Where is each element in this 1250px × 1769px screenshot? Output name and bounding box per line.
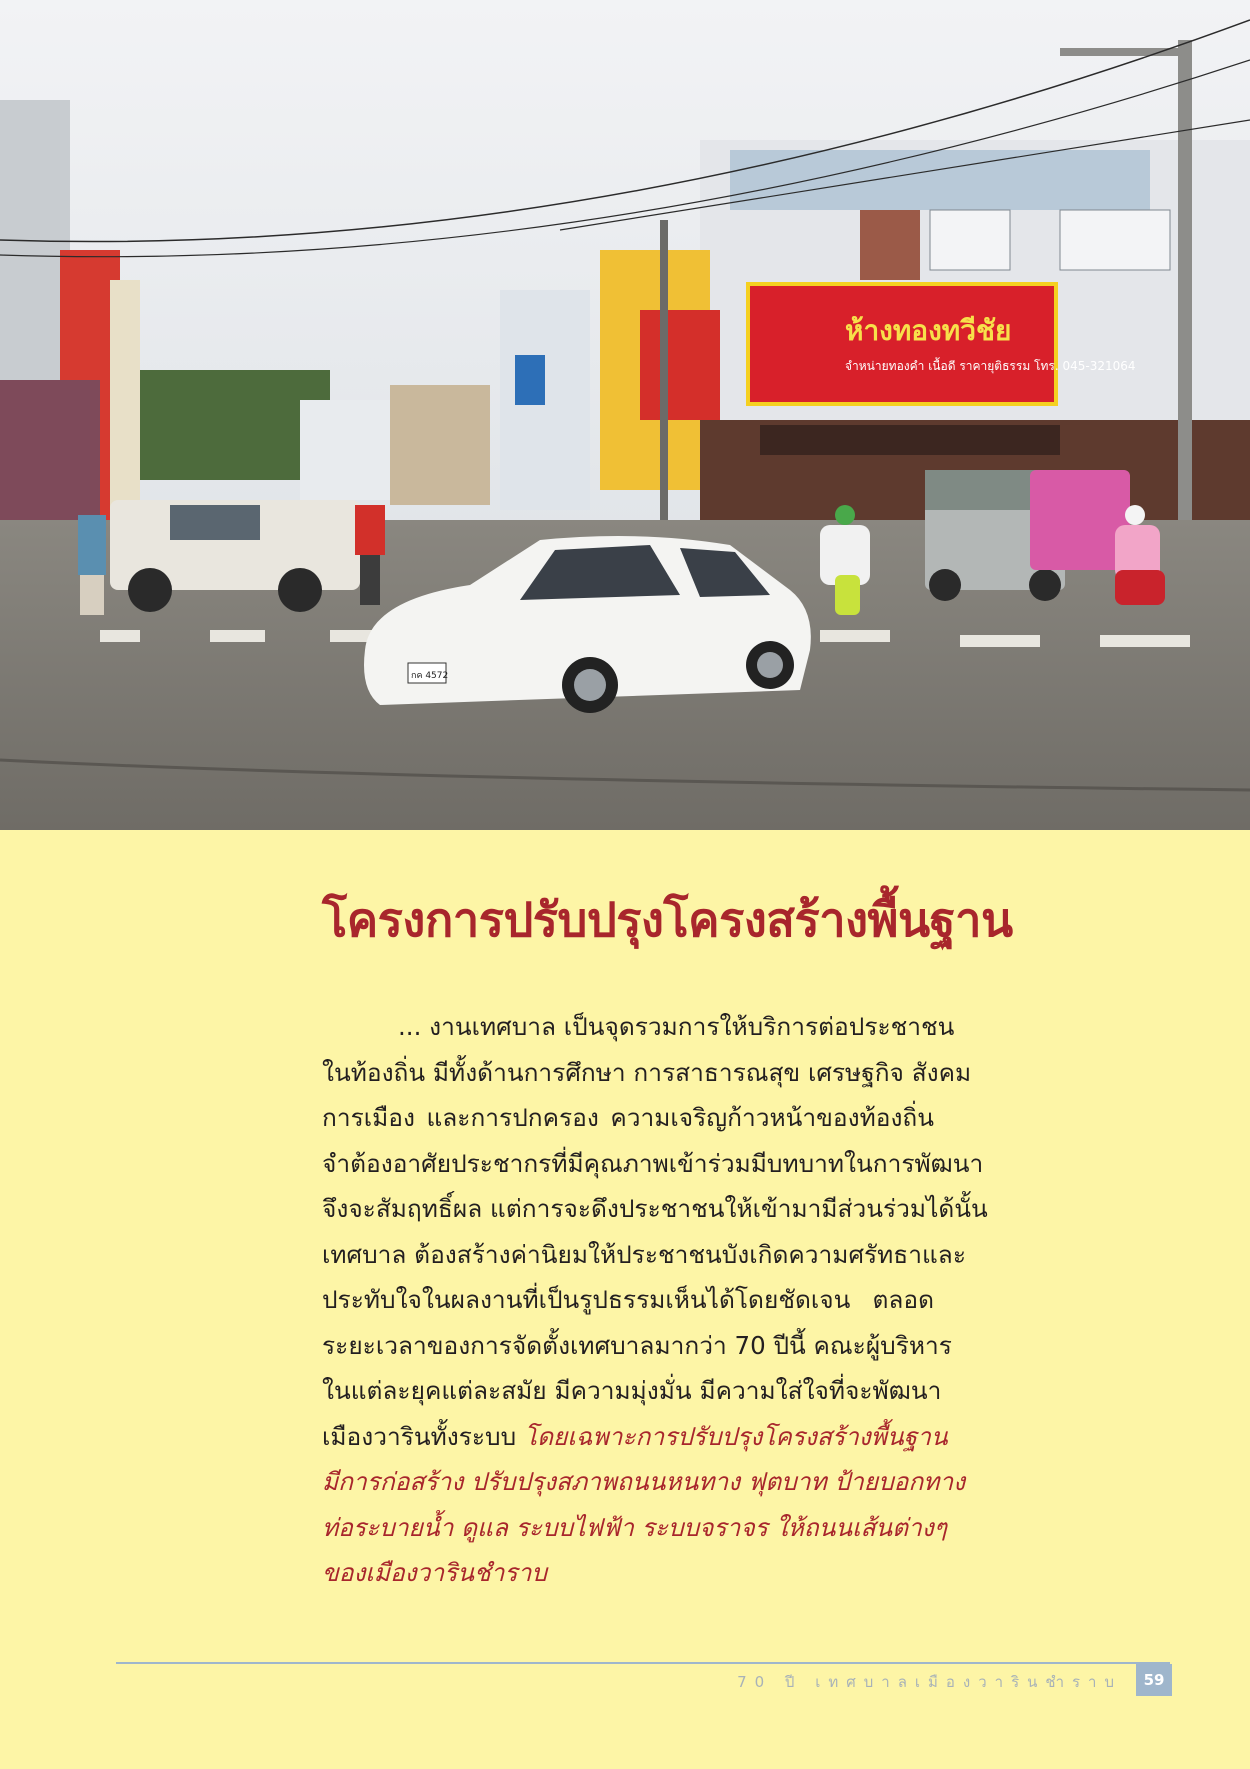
body-line: ในท้องถิ่น มีทั้งด้านการศึกษา การสาธารณสุข เศรษฐกิจ สังคม bbox=[322, 1057, 972, 1087]
body-line: ในแต่ละยุคแต่ละสมัย มีความมุ่งมั่น มีความใส่ใจที่จะพัฒนา bbox=[322, 1376, 942, 1405]
body-line-mixed bbox=[322, 1414, 948, 1460]
highlight-line: มีการก่อสร้าง ปรับปรุงสภาพถนนหนทาง ฟุตบาท ป้ายบอกทาง bbox=[322, 1467, 966, 1496]
highlight-text: โดยเฉพาะการปรับปรุงโครงสร้างพื้นฐาน bbox=[523, 1421, 948, 1451]
body-line: ... งานเทศบาล เป็นจุดรวมการให้บริการต่อประชาชน bbox=[398, 1012, 955, 1041]
body-line: จึงจะสัมฤทธิ์ผล แต่การจะดึงประชาชนให้เข้ามามีส่วนร่วมได้นั้น bbox=[322, 1194, 988, 1223]
shop-sign-text: ห้างทองทวีชัย bbox=[845, 314, 1012, 347]
footer-rule bbox=[116, 1662, 1170, 1664]
page-number: 59 bbox=[1136, 1664, 1172, 1696]
body-line: ประทับใจในผลงานที่เป็นรูปธรรมเห็นได้โดยชัดเจน ตลอด bbox=[322, 1285, 934, 1314]
body-line-plain: เมืองวารินทั้งระบบ bbox=[322, 1421, 524, 1451]
highlight-line: ของเมืองวารินชำราบ bbox=[322, 1558, 547, 1587]
body-line: เทศบาล ต้องสร้างค่านิยมให้ประชาชนบังเกิดความศรัทธาและ bbox=[322, 1239, 966, 1269]
article-title: โครงการปรับปรุงโครงสร้างพื้นฐาน bbox=[322, 893, 1013, 948]
car-plate: กค 4572 bbox=[411, 671, 449, 681]
shop-sign-subtext: จำหน่ายทองคำ เนื้อดี ราคายุติธรรม โทร. 045-321064 bbox=[845, 359, 1136, 373]
body-line: ระยะเวลาของการจัดตั้งเทศบาลมากว่า 70 ปีนี้ คณะผู้บริหาร bbox=[322, 1330, 952, 1360]
article-body bbox=[322, 1004, 988, 1596]
footer-publication-title: 70 ปี เทศบาลเมืองวารินชำราบ bbox=[737, 1673, 1122, 1691]
body-line: การเมือง และการปกครอง ความเจริญก้าวหน้าของท้องถิ่น bbox=[322, 1103, 934, 1132]
body-line: จำต้องอาศัยประชากรที่มีคุณภาพเข้าร่วมมีบทบาทในการพัฒนา bbox=[322, 1148, 984, 1178]
highlight-line: ท่อระบายน้ำ ดูแล ระบบไฟฟ้า ระบบจราจร ให้ถนนเส้นต่างๆ bbox=[322, 1512, 947, 1542]
street-photo bbox=[0, 0, 1250, 830]
